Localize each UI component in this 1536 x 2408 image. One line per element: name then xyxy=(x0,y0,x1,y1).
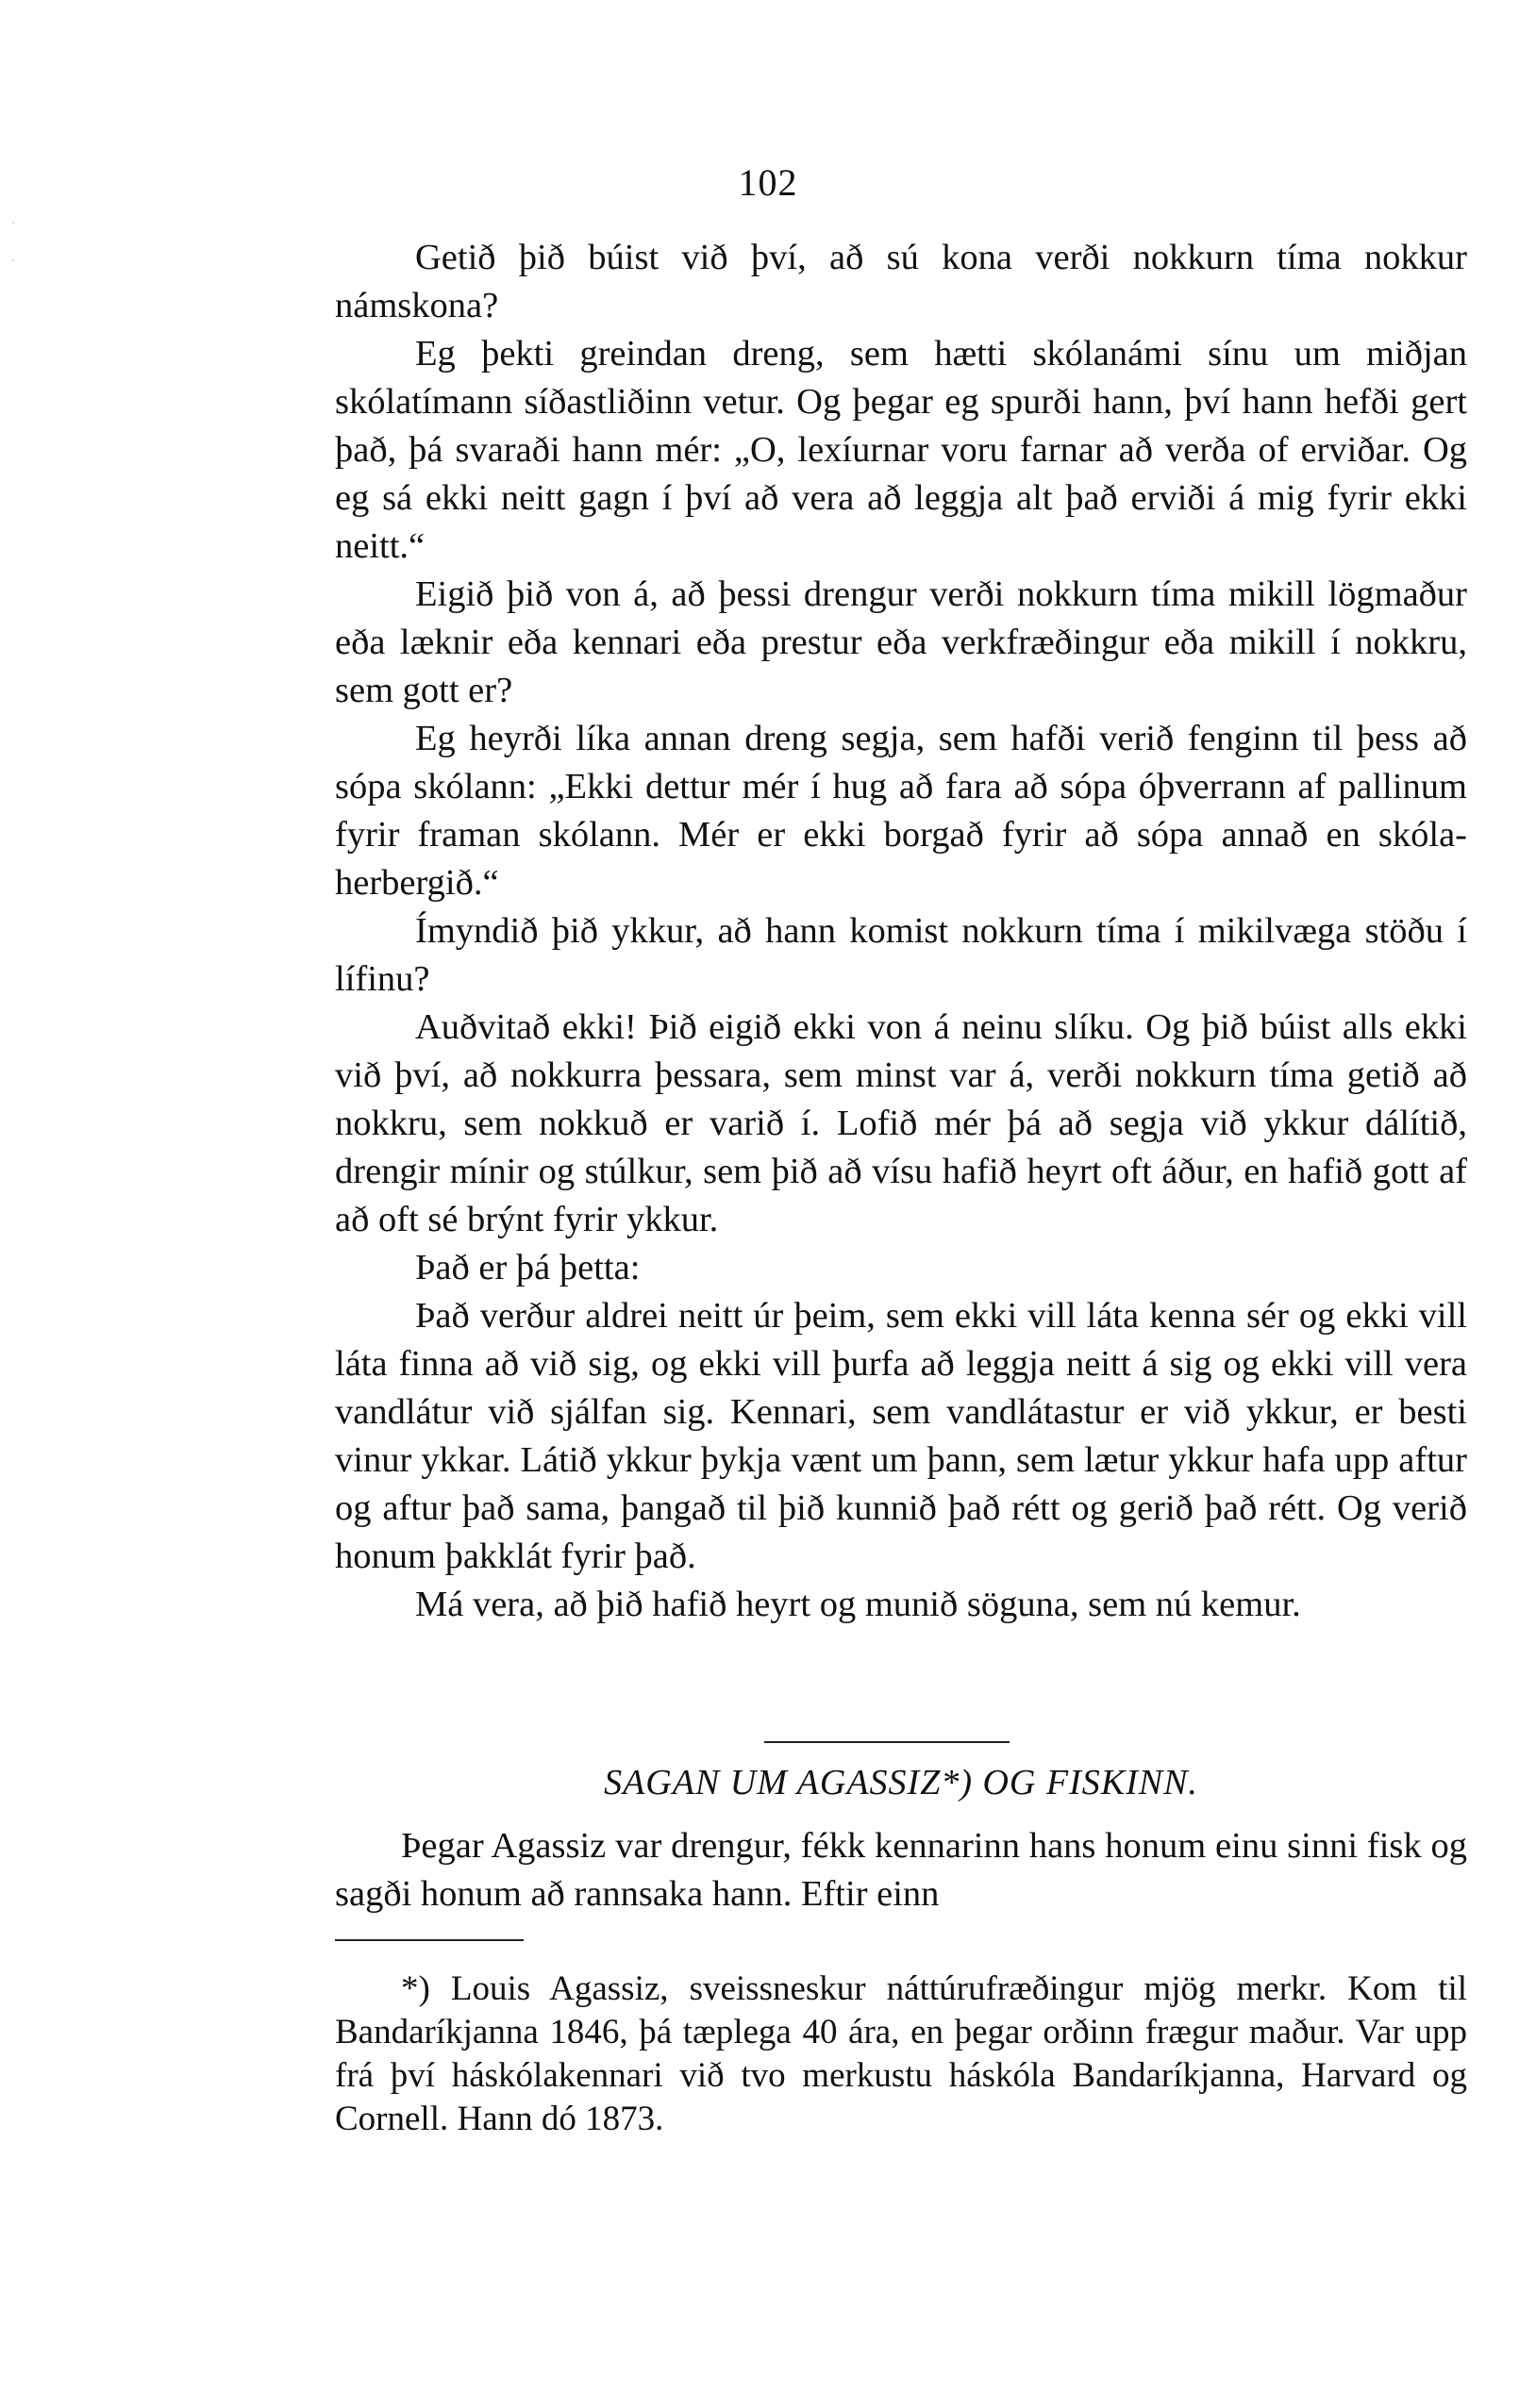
section-heading: SAGAN UM AGASSIZ*) OG FISKINN. xyxy=(604,1763,1198,1802)
paragraph: Eigið þið von á, að þessi drengur verði nokkurn tíma mikill lögmaður eða læknir eða kennari eða prestur eða verkfræðingur eða mikill í nokkru, sem gott er? xyxy=(335,574,1467,710)
margin-speck: · xyxy=(11,217,16,231)
section-text xyxy=(335,1822,1467,1918)
main-text xyxy=(335,234,1467,1629)
paragraph: Það verður aldrei neitt úr þeim, sem ekki vill láta kenna sér og ekki vill láta finna að við sig, og ekki vill þurfa að leggja neitt á sig og ekki vill vera vandlátur við sjálfan sig. Kennari, sem vandlátastur er við ykkur, er besti vinur ykkar. Látið ykkur þykja vænt um þann, sem lætur ykkur hafa upp aftur og aftur það sama, þangað til þið kunnið það rétt og gerið það rétt. Og verið honum þakklát fyrir það. xyxy=(335,1296,1467,1576)
paragraph: Þegar Agassiz var drengur, fékk kennarinn hans honum einu sinni fisk og sagði honum að rannsaka hann. Eftir einn xyxy=(335,1826,1467,1914)
paragraph: Ímyndið þið ykkur, að hann komist nokkurn tíma í mikilvæga stöðu í lífinu? xyxy=(335,911,1467,999)
footnote: *) Louis Agassiz, sveissneskur náttúrufræðingur mjög merkr. Kom til Bandaríkjanna 1846, þá tæplega 40 ára, en þegar orðinn frægur maður. Var upp frá því háskólakennari við tvo merkustu háskóla Bandaríkjanna, Harvard og Cornell. Hann dó 1873. xyxy=(335,1969,1467,2138)
margin-speck: · xyxy=(11,255,16,269)
paragraph: Eg þekti greindan dreng, sem hætti skólanámi sínu um miðjan skólatímann síðastliðinn vetur. Og þegar eg spurði hann, því hann hefði gert það, þá svaraði hann mér: „O, lexíurnar voru farnar að verða of erviðar. Og eg sá ekki neitt gagn í því að vera að leggja alt það erviði á mig fyrir ekki neitt.“ xyxy=(335,334,1467,566)
footnote-rule xyxy=(335,1939,524,1941)
section-divider xyxy=(764,1741,1010,1743)
paragraph: Auðvitað ekki! Þið eigið ekki von á neinu slíku. Og þið búist alls ekki við því, að nokkurra þessara, sem minst var á, verði nokkurn tíma getið að nokkru, sem nokkuð er varið í. Lofið mér þá að segja við ykkur dálítið, drengir mínir og stúlkur, sem þið að vísu hafið heyrt oft áður, en hafið gott af að oft sé brýnt fyrir ykkur. xyxy=(335,1007,1467,1239)
paragraph: Getið þið búist við því, að sú kona verði nokkurn tíma nokkur námskona? xyxy=(335,238,1467,325)
page-number: 102 xyxy=(738,161,798,204)
paragraph: Má vera, að þið hafið heyrt og munið söguna, sem nú kemur. xyxy=(415,1585,1301,1624)
paragraph: Það er þá þetta: xyxy=(415,1248,641,1287)
paragraph: Eg heyrði líka annan dreng segja, sem hafði verið fenginn til þess að sópa skólann: „Ekki dettur mér í hug að fara að sópa óþverrann af pallinum fyrir framan skólann. Mér er ekki borgað fyrir að sópa annað en skóla-herbergið.“ xyxy=(335,719,1467,903)
